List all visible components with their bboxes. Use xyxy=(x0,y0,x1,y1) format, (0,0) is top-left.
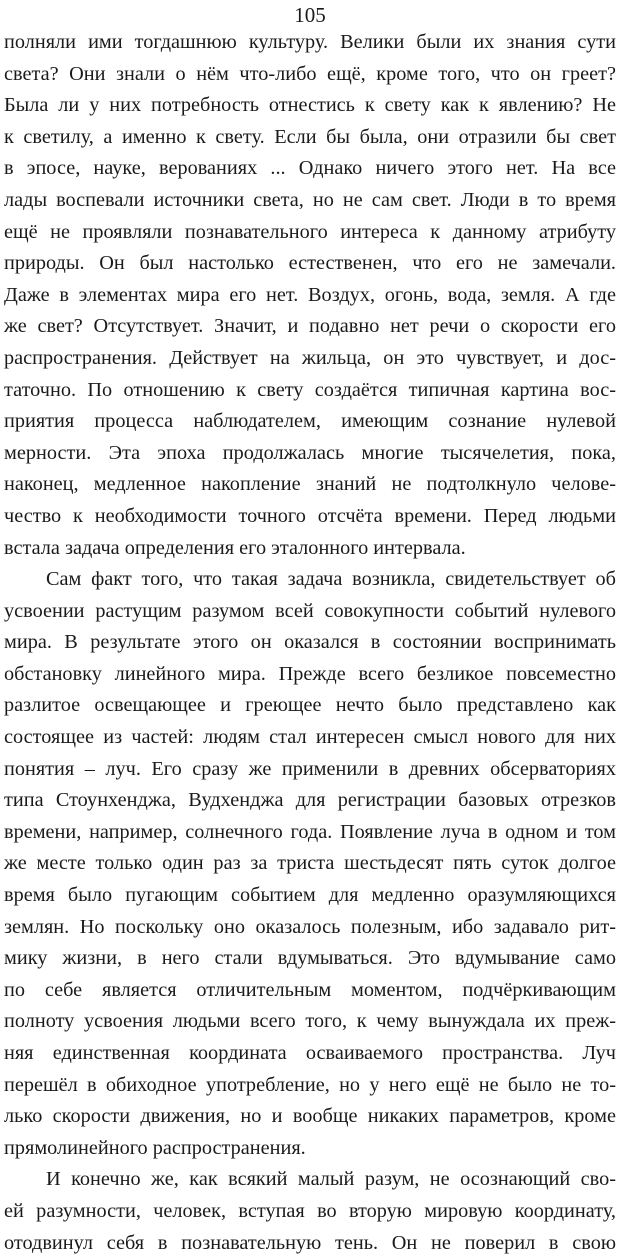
text-line: лько скорости движения, но и вообще никаких параметров, кроме xyxy=(4,1105,616,1128)
text-line: ещё не проявляли познавательного интереса к данному атрибуту xyxy=(4,220,616,243)
text-line: света? Они знали о нём что-либо ещё, кроме того, что он греет? xyxy=(4,62,616,85)
text-line: ей разумности, человек, вступая во вторую мировую координату, xyxy=(4,1199,616,1222)
text-line: Даже в элементах мира его нет. Воздух, огонь, вода, земля. А где xyxy=(4,283,616,306)
text-line: отодвинул себя в познавательную тень. Он не поверил в свою xyxy=(4,1231,616,1254)
text-line: в эпосе, науке, верованиях ... Однако ничего этого нет. На все xyxy=(4,157,616,180)
text-line: приятия процесса наблюдателем, имеющим сознание нулевой xyxy=(4,410,616,433)
text-line: землян. Но поскольку оно оказалось полезным, ибо задавало рит- xyxy=(4,915,616,938)
text-line: времени, например, солнечного года. Появление луча в одном и том xyxy=(4,820,616,843)
text-line: природы. Он был настолько естественен, что его не замечали. xyxy=(4,252,616,275)
text-line: типа Стоунхенджа, Вудхенджа для регистрации базовых отрезков xyxy=(4,789,616,812)
text-line: няя единственная координата осваиваемого пространства. Луч xyxy=(4,1042,616,1064)
body-text xyxy=(4,27,616,1259)
text-line: полноту усвоения людьми всего того, к чему вынуждала их преж- xyxy=(4,1010,616,1033)
text-line: мику жизни, в него стали вдумываться. Это вдумывание само xyxy=(4,947,616,970)
paragraph-end-line: встала задача определения его эталонного интервала. xyxy=(4,536,466,559)
text-line: мерности. Эта эпоха продолжалась многие тысячелетия, пока, xyxy=(4,441,616,464)
text-line: понятия – луч. Его сразу же применили в древних обсерваториях xyxy=(4,757,616,780)
paragraph-start-line: Сам факт того, что такая задача возникла, свидетельствует об xyxy=(46,568,616,591)
text-line: перешёл в обиходное употребление, но у него ещё не было не то- xyxy=(4,1073,616,1096)
text-line: усвоении растущим разумом всей совокупности событий нулевого xyxy=(4,599,616,622)
text-line: по себе является отличительным моментом, подчёркивающим xyxy=(4,978,616,1001)
text-line: Была ли у них потребность отнестись к свету как к явлению? Не xyxy=(4,94,616,117)
page-number: 105 xyxy=(294,3,326,27)
text-line: к светилу, а именно к свету. Если бы была, они отразили бы свет xyxy=(4,125,616,148)
text-line: разлитое освещающее и греющее нечто было представлено как xyxy=(4,694,616,717)
text-line: же месте только один раз за триста шестьдесят пять суток долгое xyxy=(4,852,616,875)
text-line: наконец, медленное накопление знаний не подтолкнуло челове- xyxy=(4,473,616,496)
text-line: состоящее из частей: людям стал интересен смысл нового для них xyxy=(4,726,616,749)
text-line: полняли ими тогдашнюю культуру. Велики были их знания сути xyxy=(4,31,616,53)
text-line: же свет? Отсутствует. Значит, и подавно нет речи о скорости его xyxy=(4,315,616,338)
text-line: обстановку линейного мира. Прежде всего безликое повсеместно xyxy=(4,662,616,685)
text-line: распространения. Действует на жильца, он это чувствует, и дос- xyxy=(4,346,616,369)
paragraph-start-line: И конечно же, как всякий малый разум, не осознающий сво- xyxy=(46,1168,616,1191)
text-line: чество к необходимости точного отсчёта времени. Перед людьми xyxy=(4,504,616,527)
text-line: таточно. По отношению к свету создаётся типичная картина вос- xyxy=(4,378,616,401)
text-line: лады воспевали источники света, но не сам свет. Люди в то время xyxy=(4,188,616,211)
text-line: время было пугающим событием для медленно оразумляющихся xyxy=(4,884,616,907)
text-line: мира. В результате этого он оказался в состоянии воспринимать xyxy=(4,631,616,654)
paragraph-end-line: прямолинейного распространения. xyxy=(4,1136,306,1159)
